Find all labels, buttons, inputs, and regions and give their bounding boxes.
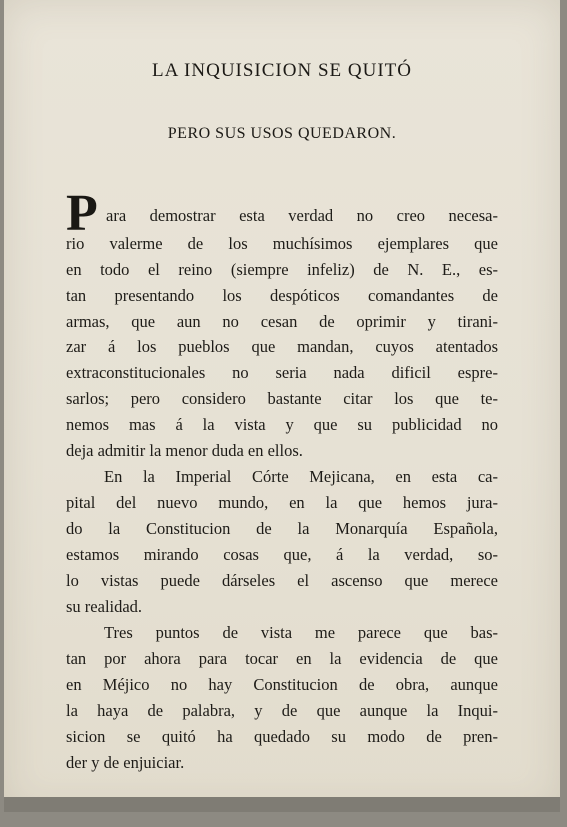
- text-line: rio valerme de los muchísimos ejemplares que: [66, 234, 498, 253]
- text-line: deja admitir la menor duda en ellos.: [66, 441, 303, 460]
- page-bottom-edge: [4, 797, 560, 812]
- text-line: en Méjico no hay Constitucion de obra, aunque: [66, 675, 498, 694]
- page-title: LA INQUISICION SE QUITÓ: [152, 60, 412, 81]
- text-line: En la Imperial Córte Mejicana, en esta ca-: [104, 467, 498, 486]
- text-line: der y de enjuiciar.: [66, 753, 185, 772]
- text-line: la haya de palabra, y de que aunque la Inqui-: [66, 701, 498, 720]
- text-line: tan por ahora para tocar en la evidencia de que: [66, 649, 498, 668]
- text-line: armas, que aun no cesan de oprimir y tirani-: [66, 312, 498, 331]
- text-line: nemos mas á la vista y que su publicidad no: [66, 415, 498, 434]
- text-line: pital del nuevo mundo, en la que hemos jura-: [66, 493, 498, 512]
- text-line: su realidad.: [66, 597, 143, 616]
- document-page: [4, 0, 560, 812]
- text-line: lo vistas puede dárseles el ascenso que merece: [66, 571, 498, 590]
- text-line: zar á los pueblos que mandan, cuyos atentados: [66, 337, 498, 356]
- text-line: do la Constitucion de la Monarquía Española,: [66, 519, 498, 538]
- text-line: tan presentando los despóticos comandantes de: [66, 286, 498, 305]
- page-subtitle: PERO SUS USOS QUEDARON.: [167, 125, 397, 142]
- drop-cap: P: [66, 185, 98, 242]
- text-line: estamos mirando cosas que, á la verdad, so-: [66, 545, 498, 564]
- text-line: sicion se quitó ha quedado su modo de pren-: [66, 727, 498, 746]
- text-line: sarlos; pero considero bastante citar los que te-: [66, 389, 498, 408]
- text-line: en todo el reino (siempre infeliz) de N. E., es-: [66, 260, 498, 279]
- text-line: extraconstitucionales no seria nada dificil espre-: [66, 363, 498, 382]
- text-line: ara demostrar esta verdad no creo necesa-: [106, 206, 498, 225]
- text-line: Tres puntos de vista me parece que bas-: [104, 623, 498, 642]
